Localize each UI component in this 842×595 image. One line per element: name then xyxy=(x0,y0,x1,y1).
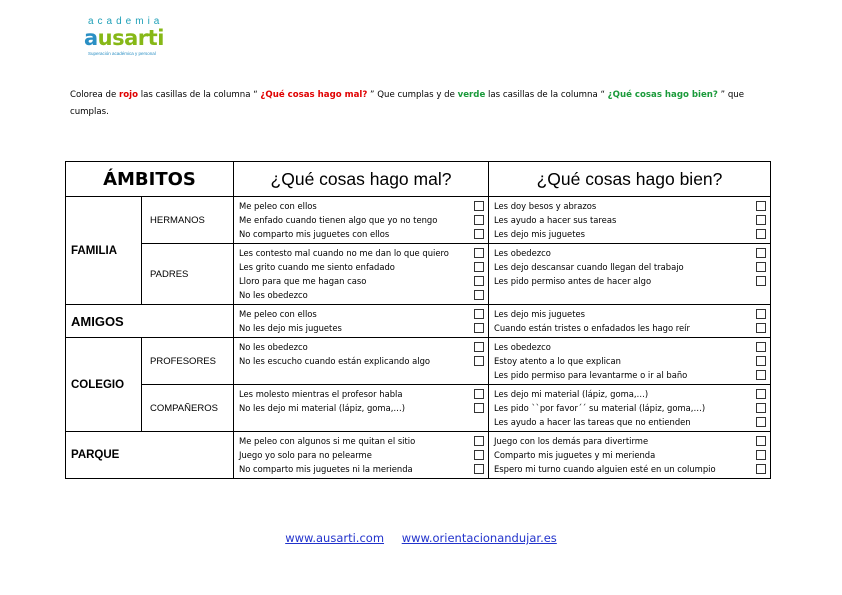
checklist-item xyxy=(239,260,488,274)
checklist-item-text: No les obedezco xyxy=(239,342,308,352)
header-bien: ¿Qué cosas hago bien? xyxy=(489,162,771,197)
list-bien xyxy=(489,338,771,385)
scope-parque: PARQUE xyxy=(66,432,234,479)
checklist-item-text: No les dejo mi material (lápiz, goma,…) xyxy=(239,403,406,413)
checkbox[interactable] xyxy=(474,262,484,272)
checklist-item xyxy=(494,199,770,213)
checklist-item xyxy=(494,354,770,368)
list-bien xyxy=(489,305,771,338)
instr-part-2: las casillas de la columna “ xyxy=(138,90,261,100)
checklist-item xyxy=(239,321,488,335)
list-bien xyxy=(489,197,771,244)
logo-brand xyxy=(84,26,164,50)
sub-companeros: COMPAÑEROS xyxy=(142,385,234,432)
checklist-item-text: No comparto mis juguetes ni la merienda xyxy=(239,464,413,474)
instr-red-question: ¿Qué cosas hago mal? xyxy=(260,90,368,100)
checklist-item-text: Me enfado cuando tienen algo que yo no tengo xyxy=(239,215,438,225)
row-parque xyxy=(66,432,771,479)
scope-amigos: AMIGOS xyxy=(66,305,234,338)
checkbox[interactable] xyxy=(756,248,766,258)
checklist-item xyxy=(239,340,488,354)
checkbox[interactable] xyxy=(474,323,484,333)
checklist-item-text: Les ayudo a hacer sus tareas xyxy=(494,215,617,225)
checklist-item xyxy=(239,434,488,448)
checklist-item xyxy=(494,415,770,429)
row-colegio-profesores xyxy=(66,338,771,385)
checkbox[interactable] xyxy=(474,309,484,319)
checkbox[interactable] xyxy=(756,309,766,319)
checkbox[interactable] xyxy=(756,436,766,446)
checkbox[interactable] xyxy=(474,276,484,286)
checklist-item xyxy=(494,321,770,335)
checkbox[interactable] xyxy=(474,464,484,474)
instr-red-word: rojo xyxy=(119,90,139,100)
checklist-item xyxy=(494,434,770,448)
checkbox[interactable] xyxy=(756,464,766,474)
checkbox[interactable] xyxy=(756,215,766,225)
checklist-item xyxy=(239,199,488,213)
checklist-item xyxy=(239,448,488,462)
checkbox[interactable] xyxy=(756,229,766,239)
checklist-item-text: No les obedezco xyxy=(239,290,308,300)
checklist-item-text: Espero mi turno cuando alguien esté en un columpio xyxy=(494,464,716,474)
behaviour-checklist-table xyxy=(65,161,771,479)
checklist-item-text: Estoy atento a lo que explican xyxy=(494,356,621,366)
scope-colegio: COLEGIO xyxy=(66,338,142,432)
instr-green-word: verde xyxy=(457,90,486,100)
checklist-item-text: Les dejo mis juguetes xyxy=(494,309,586,319)
checklist-item-text: Les doy besos y abrazos xyxy=(494,201,597,211)
checklist-item-text: Me peleo con ellos xyxy=(239,309,317,319)
sub-profesores: PROFESORES xyxy=(142,338,234,385)
checklist-item-text: Les contesto mal cuando no me dan lo que quiero xyxy=(239,248,449,258)
checkbox[interactable] xyxy=(474,229,484,239)
checklist-item xyxy=(494,246,770,260)
checklist-item-text: Les dejo mi material (lápiz, goma,…) xyxy=(494,389,649,399)
checkbox[interactable] xyxy=(756,389,766,399)
row-familia-hermanos xyxy=(66,197,771,244)
checklist-item xyxy=(239,387,488,401)
checklist-item-text: Lloro para que me hagan caso xyxy=(239,276,367,286)
checklist-item xyxy=(239,288,488,302)
checklist-item-text: Les pido ``por favor´´ su material (lápiz, goma,…) xyxy=(494,403,706,413)
checklist-item xyxy=(494,307,770,321)
academia-ausarti-logo xyxy=(84,16,174,60)
checkbox[interactable] xyxy=(756,356,766,366)
checkbox[interactable] xyxy=(756,342,766,352)
logo-tagline: Superación académica y personal xyxy=(88,51,156,56)
instr-green-question: ¿Qué cosas hago bien? xyxy=(607,90,718,100)
list-mal xyxy=(234,305,489,338)
checklist-item xyxy=(494,448,770,462)
list-mal xyxy=(234,244,489,305)
checkbox[interactable] xyxy=(474,342,484,352)
row-colegio-companeros xyxy=(66,385,771,432)
checkbox[interactable] xyxy=(474,403,484,413)
link-ausarti[interactable]: www.ausarti.com xyxy=(285,531,385,545)
logo-brand-rest: usarti xyxy=(97,26,164,50)
checklist-item-text: Les pido permiso antes de hacer algo xyxy=(494,276,652,286)
checklist-item xyxy=(494,368,770,382)
header-mal: ¿Qué cosas hago mal? xyxy=(234,162,489,197)
checklist-item xyxy=(494,260,770,274)
checklist-item-text: Juego con los demás para divertirme xyxy=(494,436,649,446)
checkbox[interactable] xyxy=(474,290,484,300)
checkbox[interactable] xyxy=(474,450,484,460)
checkbox[interactable] xyxy=(756,370,766,380)
list-mal xyxy=(234,338,489,385)
row-amigos xyxy=(66,305,771,338)
checklist-item-text: Les dejo descansar cuando llegan del trabajo xyxy=(494,262,684,272)
checklist-item-text: Les pido permiso para levantarme o ir al baño xyxy=(494,370,688,380)
checklist-item-text: No comparto mis juguetes con ellos xyxy=(239,229,390,239)
checklist-item-text: No les escucho cuando están explicando algo xyxy=(239,356,431,366)
logo-top-word: academia xyxy=(88,16,164,27)
checkbox[interactable] xyxy=(474,356,484,366)
checkbox[interactable] xyxy=(756,403,766,413)
checklist-item xyxy=(239,462,488,476)
checklist-item-text: Cuando están tristes o enfadados les hago reír xyxy=(494,323,690,333)
logo-brand-lead: a xyxy=(84,26,98,50)
link-orientacionandujar[interactable]: www.orientacionandujar.es xyxy=(401,531,557,545)
checklist-item-text: Les molesto mientras el profesor habla xyxy=(239,389,403,399)
list-bien xyxy=(489,432,771,479)
checkbox[interactable] xyxy=(474,215,484,225)
checklist-item xyxy=(494,387,770,401)
checkbox[interactable] xyxy=(756,450,766,460)
checklist-item xyxy=(239,213,488,227)
checklist-item-text: Les obedezco xyxy=(494,248,551,258)
sub-hermanos: HERMANOS xyxy=(142,197,234,244)
scope-familia: FAMILIA xyxy=(66,197,142,305)
checklist-item xyxy=(239,227,488,241)
checklist-item-text: Me peleo con algunos si me quitan el sitio xyxy=(239,436,416,446)
checklist-item xyxy=(494,401,770,415)
instr-part-3: ” Que cumplas y de xyxy=(367,90,458,100)
checklist-item-text: No les dejo mis juguetes xyxy=(239,323,342,333)
sub-padres: PADRES xyxy=(142,244,234,305)
list-bien xyxy=(489,385,771,432)
checklist-item-text: Me peleo con ellos xyxy=(239,201,317,211)
checkbox[interactable] xyxy=(474,436,484,446)
checklist-item-text: Les obedezco xyxy=(494,342,551,352)
checklist-item-text: Juego yo solo para no pelearme xyxy=(239,450,372,460)
checklist-item xyxy=(494,462,770,476)
instructions-text xyxy=(70,87,770,121)
list-mal xyxy=(234,385,489,432)
checklist-item xyxy=(239,401,488,415)
footer-links xyxy=(0,531,842,545)
checkbox[interactable] xyxy=(756,262,766,272)
checklist-item xyxy=(494,274,770,288)
checkbox[interactable] xyxy=(756,323,766,333)
list-mal xyxy=(234,432,489,479)
list-bien xyxy=(489,244,771,305)
checkbox[interactable] xyxy=(756,417,766,427)
checkbox[interactable] xyxy=(474,389,484,399)
checklist-item-text: Les ayudo a hacer las tareas que no entienden xyxy=(494,417,691,427)
checklist-item xyxy=(239,246,488,260)
instr-part-1: Colorea de xyxy=(70,90,120,100)
row-familia-padres xyxy=(66,244,771,305)
checkbox[interactable] xyxy=(756,276,766,286)
checkbox[interactable] xyxy=(756,201,766,211)
checklist-item xyxy=(239,307,488,321)
checklist-item-text: Les dejo mis juguetes xyxy=(494,229,586,239)
list-mal xyxy=(234,197,489,244)
checklist-item-text: Les grito cuando me siento enfadado xyxy=(239,262,395,272)
checklist-item-text: Comparto mis juguetes y mi merienda xyxy=(494,450,656,460)
checklist-item xyxy=(494,227,770,241)
checklist-item xyxy=(239,274,488,288)
checklist-item xyxy=(239,354,488,368)
instr-part-4: las casillas de la columna “ xyxy=(485,90,608,100)
checklist-item xyxy=(494,340,770,354)
checkbox[interactable] xyxy=(474,201,484,211)
checkbox[interactable] xyxy=(474,248,484,258)
checklist-item xyxy=(494,213,770,227)
instr-part-5: ” que cumplas. xyxy=(70,90,745,117)
header-ambitos: ÁMBITOS xyxy=(66,162,234,197)
header-row xyxy=(66,162,771,197)
